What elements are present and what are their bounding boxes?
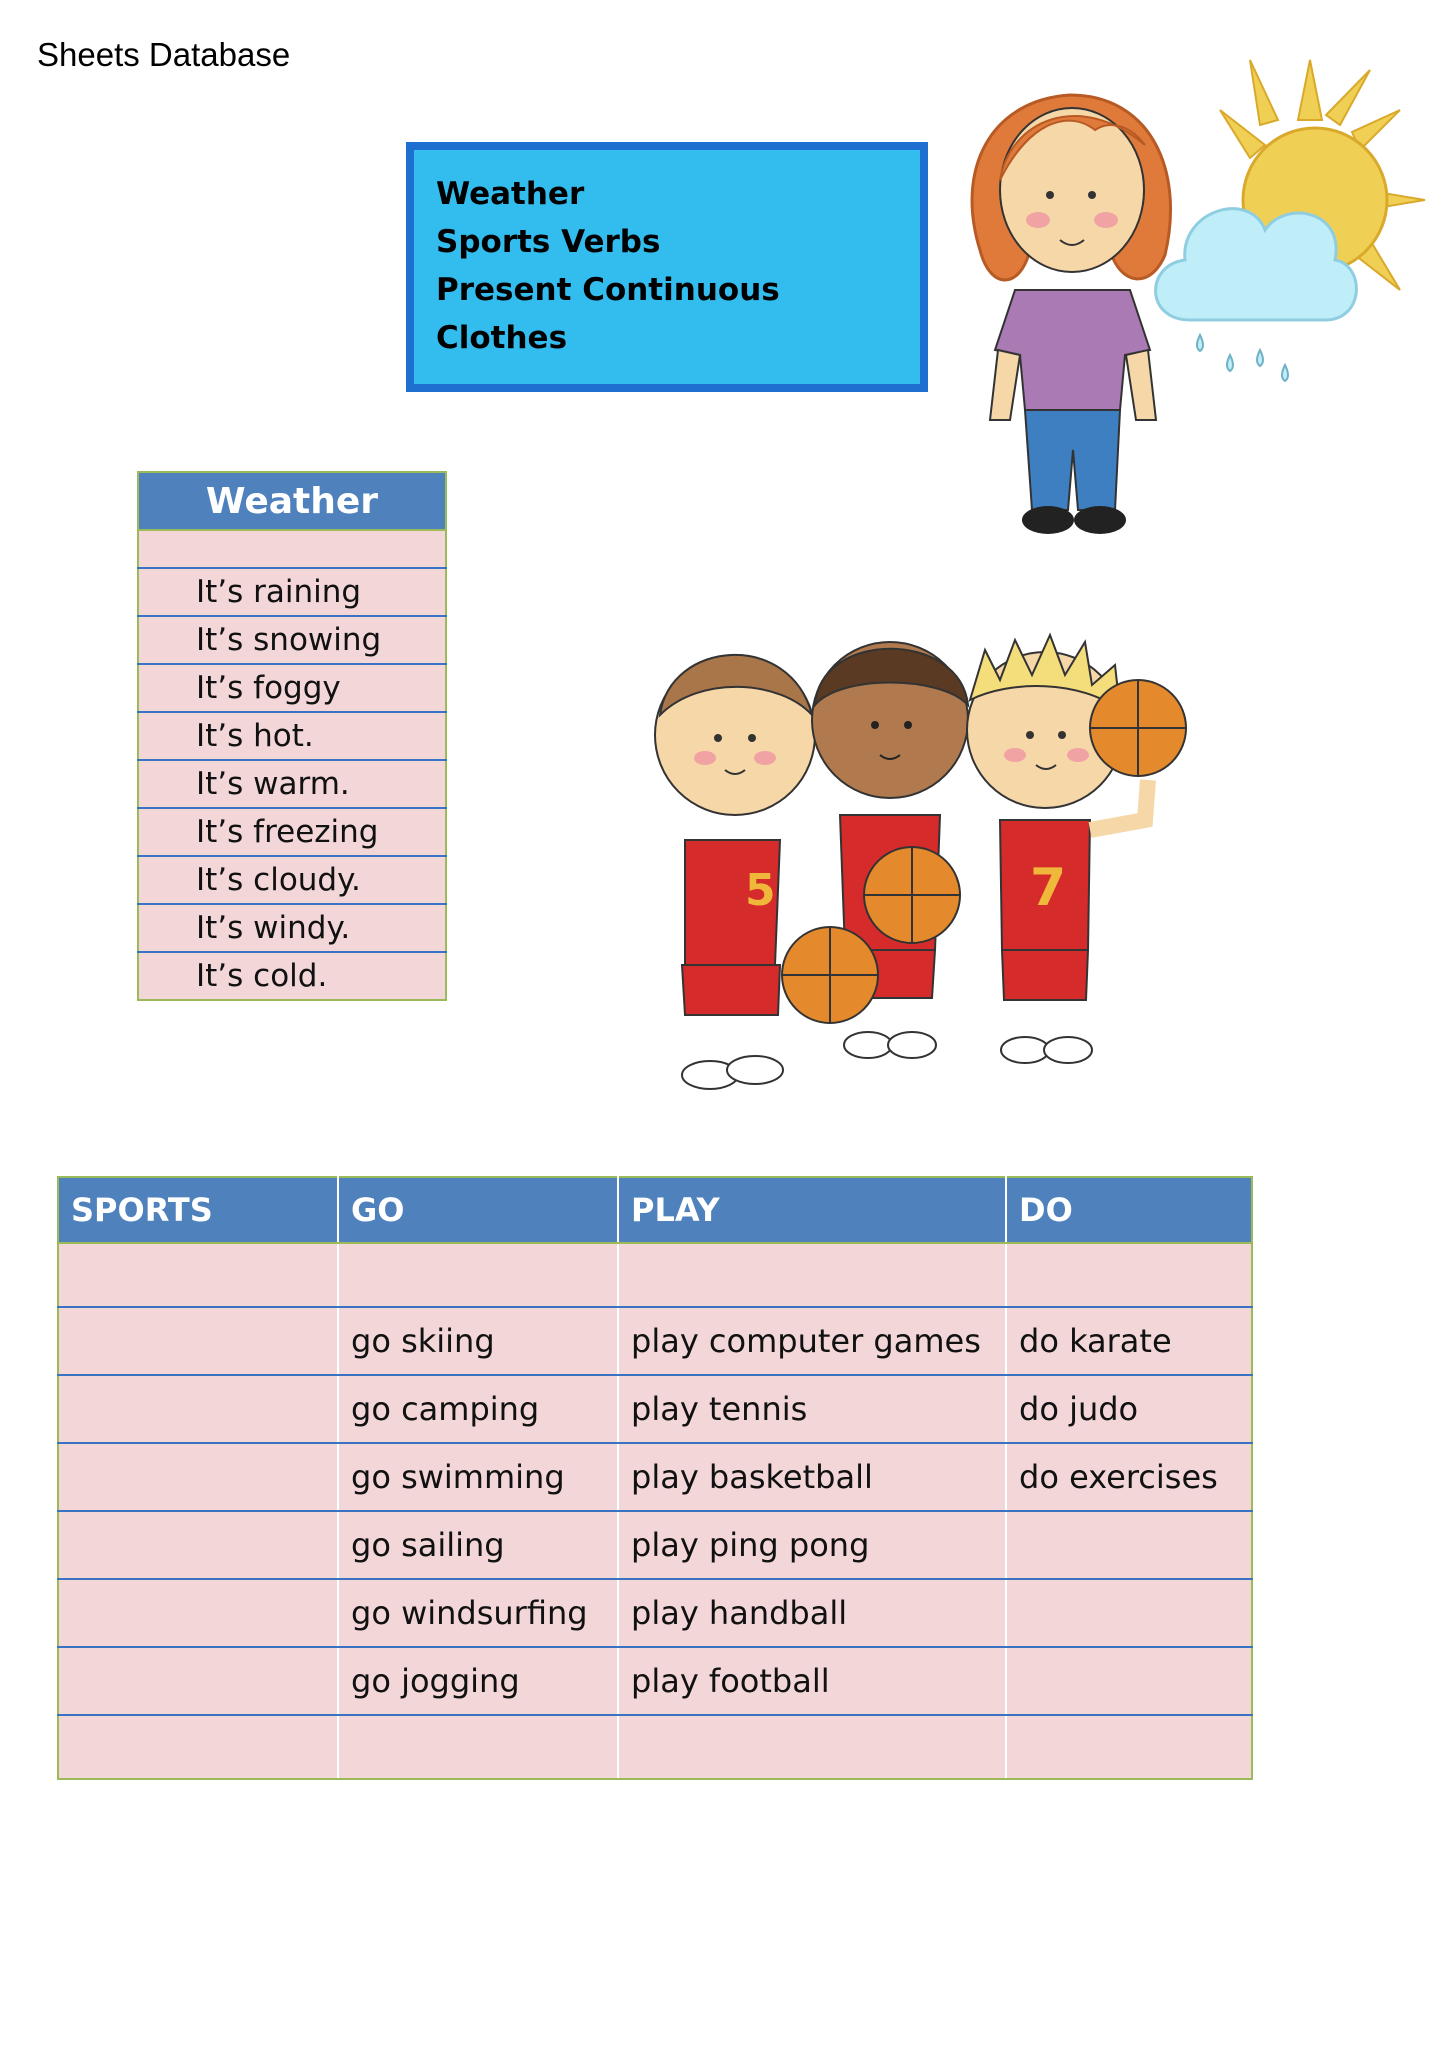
column-header-do: DO: [1006, 1177, 1252, 1243]
weather-row: It’s cold.: [138, 952, 446, 1000]
page-header-label: Sheets Database: [37, 36, 291, 73]
topic-item: Clothes: [436, 320, 568, 356]
table-cell: [58, 1375, 338, 1443]
basketball-kids-illustration: [640, 620, 1200, 1100]
table-cell: [58, 1243, 338, 1307]
weather-row: It’s freezing: [138, 808, 446, 856]
column-header-play: PLAY: [618, 1177, 1006, 1243]
table-cell: [58, 1647, 338, 1715]
table-cell: [618, 1243, 1006, 1307]
cloud-icon: [1156, 209, 1357, 320]
basketball-icon: [1090, 680, 1186, 776]
weather-row: It’s snowing: [138, 616, 446, 664]
table-cell: go skiing: [338, 1307, 618, 1375]
basketball-icon: [782, 927, 878, 1023]
table-row: [58, 1715, 1252, 1779]
weather-row: It’s raining: [138, 568, 446, 616]
table-cell: [338, 1243, 618, 1307]
table-cell: go camping: [338, 1375, 618, 1443]
table-cell: [1006, 1511, 1252, 1579]
weather-table: [137, 471, 447, 1001]
table-cell: play ping pong: [618, 1511, 1006, 1579]
table-cell: do exercises: [1006, 1443, 1252, 1511]
table-cell: play handball: [618, 1579, 1006, 1647]
girl-figure: [972, 95, 1170, 534]
sports-table: [57, 1176, 1253, 1780]
table-cell: [618, 1715, 1006, 1779]
table-row: [58, 1443, 1252, 1511]
table-cell: [338, 1715, 618, 1779]
table-row: [58, 1307, 1252, 1375]
table-cell: play basketball: [618, 1443, 1006, 1511]
table-cell: [1006, 1579, 1252, 1647]
column-header-sports: SPORTS: [58, 1177, 338, 1243]
table-cell: play computer games: [618, 1307, 1006, 1375]
weather-row: It’s warm.: [138, 760, 446, 808]
table-cell: go windsurfing: [338, 1579, 618, 1647]
table-cell: go swimming: [338, 1443, 618, 1511]
table-cell: [58, 1443, 338, 1511]
table-cell: [1006, 1243, 1252, 1307]
column-header-go: GO: [338, 1177, 618, 1243]
table-cell: [58, 1715, 338, 1779]
table-cell: [1006, 1715, 1252, 1779]
weather-row: It’s windy.: [138, 904, 446, 952]
table-cell: [58, 1307, 338, 1375]
table-cell: [58, 1511, 338, 1579]
topics-box: [406, 142, 928, 392]
topic-item: Sports Verbs: [436, 224, 661, 260]
weather-table-header: Weather: [138, 472, 446, 530]
table-row: [58, 1579, 1252, 1647]
basketball-icon: [864, 847, 960, 943]
table-cell: play tennis: [618, 1375, 1006, 1443]
table-row: [58, 1375, 1252, 1443]
table-cell: go jogging: [338, 1647, 618, 1715]
table-cell: do judo: [1006, 1375, 1252, 1443]
jersey-number: 7: [1030, 858, 1067, 918]
table-cell: go sailing: [338, 1511, 618, 1579]
weather-row: It’s cloudy.: [138, 856, 446, 904]
jersey-number: 5: [745, 865, 776, 916]
table-cell: [58, 1579, 338, 1647]
weather-row: It’s foggy: [138, 664, 446, 712]
topic-item: Weather: [436, 176, 585, 212]
girl-weather-illustration: [960, 50, 1430, 550]
topic-item: Present Continuous: [436, 272, 780, 308]
table-cell: do karate: [1006, 1307, 1252, 1375]
table-row: [58, 1243, 1252, 1307]
table-row: [58, 1647, 1252, 1715]
weather-row: It’s hot.: [138, 712, 446, 760]
table-cell: play football: [618, 1647, 1006, 1715]
weather-row: [138, 530, 446, 568]
table-cell: [1006, 1647, 1252, 1715]
table-row: [58, 1511, 1252, 1579]
kid-figure: [655, 655, 815, 1089]
raindrops-icon: [1197, 335, 1288, 381]
